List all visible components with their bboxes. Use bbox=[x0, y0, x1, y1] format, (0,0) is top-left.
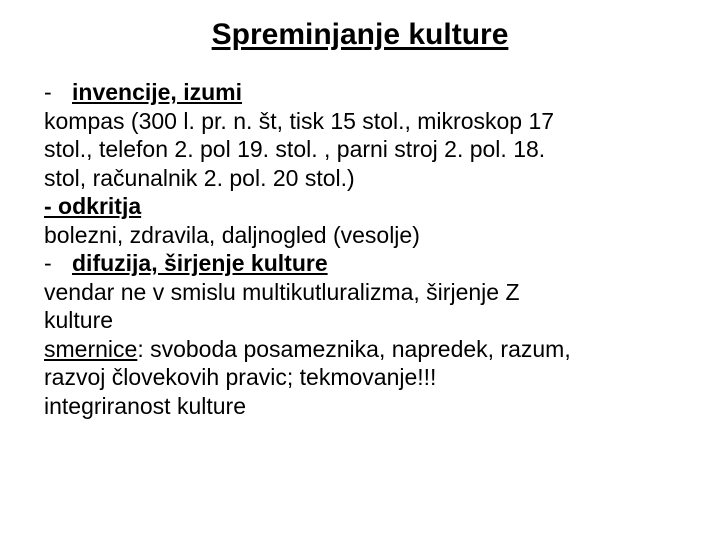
text-line: stol, računalnik 2. pol. 20 stol.) bbox=[44, 164, 355, 191]
bullet-dash: - bbox=[44, 250, 52, 276]
bullet-dash: - bbox=[44, 79, 52, 105]
smernice-label: smernice bbox=[44, 335, 138, 362]
smernice-line bbox=[44, 335, 684, 364]
heading-odkritja: - odkritja bbox=[44, 193, 142, 219]
text-line: stol., telefon 2. pol 19. stol. , parni stroj 2. pol. 18. bbox=[44, 136, 546, 162]
text-line: bolezni, zdravila, daljnogled (vesolje) bbox=[44, 221, 420, 248]
heading-difuzija-text: difuzija, širjenje kulture bbox=[72, 250, 328, 276]
slide-title: Spreminjanje kulture bbox=[211, 18, 509, 51]
smernice-text: : svoboda posameznika, napredek, razum, bbox=[137, 335, 571, 362]
heading-difuzija bbox=[44, 249, 684, 278]
text-line: vendar ne v smislu multikutluralizma, širjenje Z bbox=[44, 278, 520, 305]
text-line: razvoj človekovih pravic; tekmovanje!!! bbox=[44, 364, 437, 390]
text-line: integriranost kulture bbox=[44, 392, 246, 419]
slide-body bbox=[44, 78, 684, 420]
heading-invencije bbox=[44, 78, 684, 107]
text-line: kulture bbox=[44, 307, 114, 333]
text-line: kompas (300 l. pr. n. št, tisk 15 stol., mikroskop 17 bbox=[44, 107, 555, 134]
heading-invencije-text: invencije, izumi bbox=[72, 79, 242, 105]
